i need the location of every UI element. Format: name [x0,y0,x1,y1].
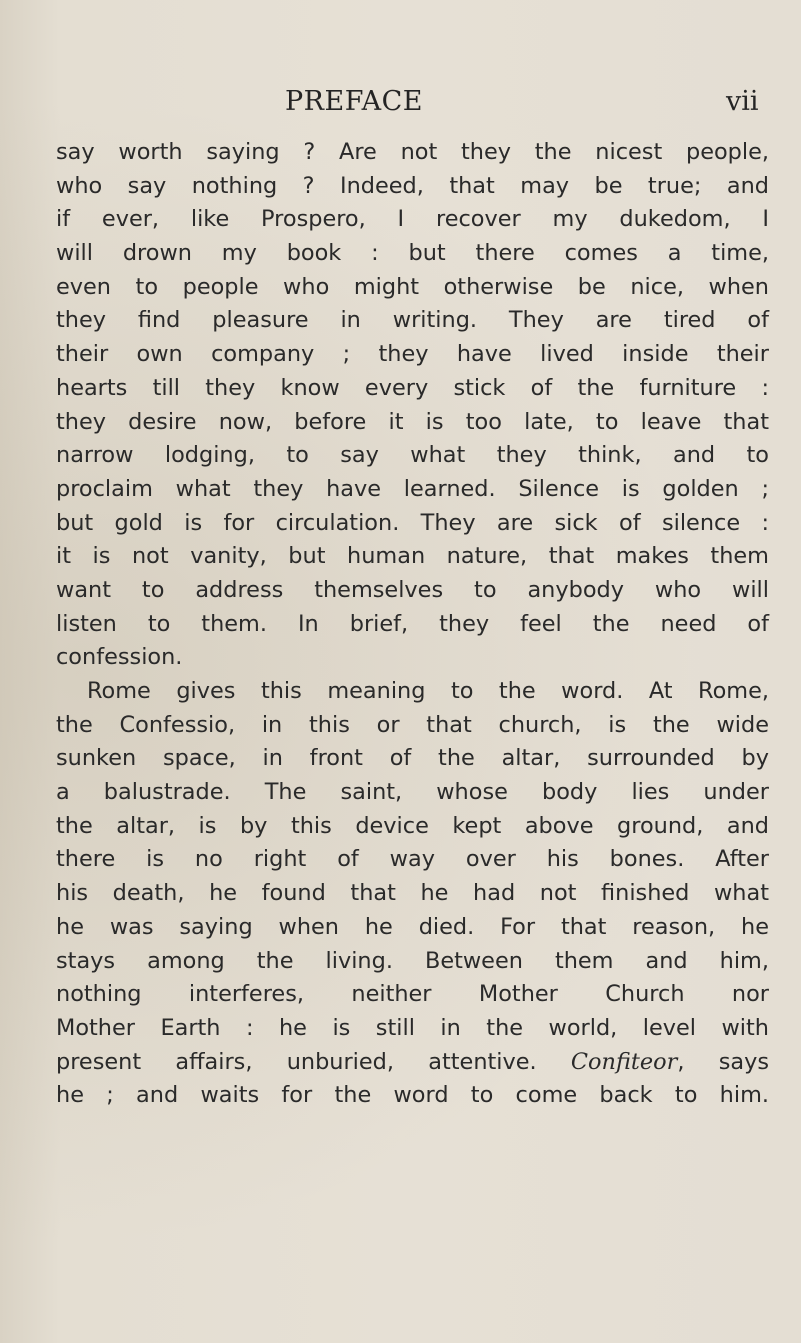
text-line: hearts till they know every stick of the furniture : [56,374,769,401]
line-segment: present affairs, unburied, attentive. [56,1048,537,1075]
text-line: Mother Earth : he is still in the world, level with [56,1014,769,1041]
text-line: listen to them. In brief, they feel the need of [56,610,769,637]
text-line: but gold is for circulation. They are sick of silence : [56,509,769,536]
text-line: they find pleasure in writing. They are tired of [56,307,769,334]
text-line: who say nothing ? Indeed, that may be true; and [56,172,769,199]
text-line: proclaim what they have learned. Silence is golden ; [56,475,769,502]
italic-word-confiteor: Confiteor [570,1048,678,1075]
text-line: want to address themselves to anybody who will [56,576,769,603]
text-line: their own company ; they have lived inside their [56,341,769,368]
text-line: it is not vanity, but human nature, that makes them [56,543,769,570]
text-line: stays among the living. Between them and him, [56,947,769,974]
text-line: Rome gives this meaning to the word. At Rome, [87,678,769,704]
line-segment: , says [677,1048,769,1075]
text-line: he was saying when he died. For that reason, he [56,913,769,940]
text-line: narrow lodging, to say what they think, and to [56,442,769,469]
text-line: nothing interferes, neither Mother Church nor [56,981,769,1008]
text-line: there is no right of way over his bones. After [56,846,769,873]
text-line: a balustrade. The saint, whose body lies under [56,779,769,806]
text-line: will drown my book : but there comes a time, [56,240,769,267]
text-line: if ever, like Prospero, I recover my dukedom, I [56,206,769,233]
running-header [0,80,801,124]
text-line: even to people who might otherwise be nice, when [56,273,769,300]
text-line: his death, he found that he had not finished what [56,880,769,907]
text-line: confession. [56,644,183,671]
text-line: sunken space, in front of the altar, surrounded by [56,745,769,772]
page-number: vii [726,86,759,117]
text-line: they desire now, before it is too late, to leave that [56,408,769,435]
text-line: he ; and waits for the word to come back to him. [56,1082,769,1109]
running-title: PREFACE [285,86,423,117]
text-line: the Confessio, in this or that church, is the wide [56,711,769,738]
text-line-confiteor [56,1046,769,1080]
text-line: say worth saying ? Are not they the nicest people, [56,139,769,165]
text-line: the altar, is by this device kept above ground, and [56,812,769,839]
body-text [56,136,769,1113]
